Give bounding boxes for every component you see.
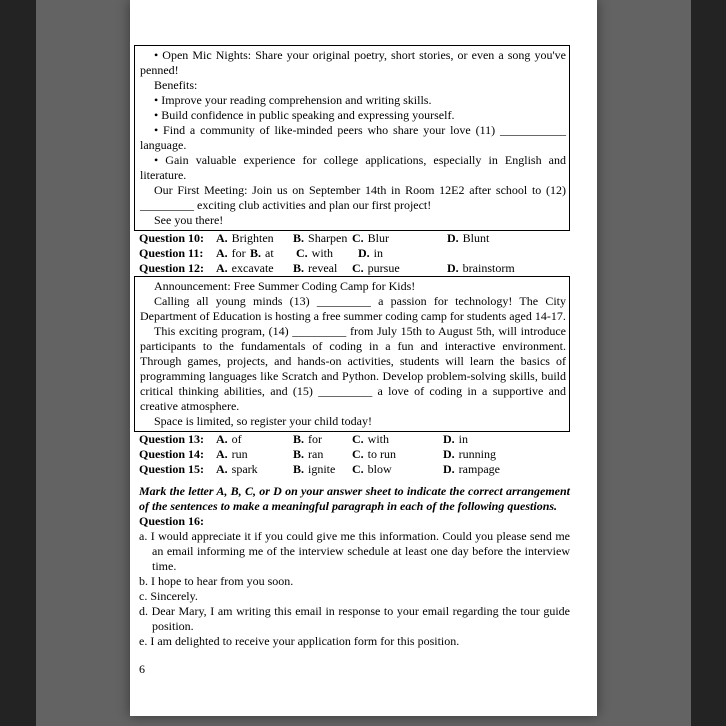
option-c [352,231,447,246]
reading-passage-coding-camp [134,276,570,432]
option-letter: D. [443,432,455,446]
section-instruction: Mark the letter A, B, C, or D on your answer sheet to indicate the correct arrangement of the sentences to make a meaningful paragraph in each of the following questions. [139,484,570,513]
passage-line: Space is limited, so register your child today! [154,414,372,428]
sentence-option-b: b. I hope to hear from you soon. [139,574,294,588]
option-text: pursue [367,261,400,275]
option-letter: D. [358,246,370,260]
option-letter: A. [216,447,228,461]
question-row-15 [139,462,570,477]
option-text: Sharpen [308,231,348,245]
option-letter: A. [216,231,228,245]
option-c [352,432,443,447]
question-number: Question 13: [139,432,205,446]
option-text: in [458,432,469,446]
option-text: to run [367,447,397,461]
option-text: ignite [308,462,336,476]
option-text: blow [367,462,392,476]
option-text: of [231,432,242,446]
page-number: 6 [139,662,145,676]
option-text: Blunt [462,231,490,245]
option-text: run [231,447,248,461]
passage-line: Our First Meeting: Join us on September 14th in Room 12E2 after school to (12) _________ exciting club activities and plan our first project! [140,183,566,212]
option-text: reveal [308,261,338,275]
option-letter: D. [443,462,455,476]
question-row-13 [139,432,570,447]
option-text: brainstorm [462,261,515,275]
question-row-11 [139,246,570,261]
option-d [447,261,570,276]
passage-line: • Open Mic Nights: Share your original poetry, short stories, or even a song you've penned! [140,48,566,77]
sentence-option-a: a. I would appreciate it if you could give me this information. Could you please send me an email informing me of the interview schedule at least one day before the interview time. [139,529,570,573]
option-a [216,432,293,447]
option-letter: B. [293,231,305,245]
question-row-12 [139,261,570,276]
passage-paragraph: This exciting program, (14) _________ from July 15th to August 5th, will introduce participants to the fundamentals of coding in a fun and interactive environment. Through games, projects, and hands-on activities, students will learn the basics of programming languages like Scratch and Python. Develop problem-solving skills, build critical thinking abilities, and (15) _________ a love of coding in a supportive and creative atmosphere. [140,324,566,413]
question-row-14 [139,447,570,462]
option-letter: C. [352,462,364,476]
option-d [443,432,570,447]
option-letter: A. [216,462,228,476]
question-row-10 [139,231,570,246]
questions-13-15 [139,432,570,477]
option-text: for [231,246,246,260]
option-text: spark [231,462,258,476]
option-letter: D. [443,447,455,461]
question-16-label: Question 16: [139,514,205,528]
question-number: Question 10: [139,231,205,245]
sentence-option-c: c. Sincerely. [139,589,198,603]
option-b [293,231,352,246]
viewer-left-edge [0,0,36,726]
passage-line: Announcement: Free Summer Coding Camp for Kids! [154,279,416,293]
option-b [293,432,352,447]
option-text: in [373,246,384,260]
passage-line: • Improve your reading comprehension and writing skills. [154,93,432,107]
question-number: Question 14: [139,447,205,461]
option-d [443,462,570,477]
document-page [130,0,597,716]
option-text: rampage [458,462,500,476]
option-b [293,261,352,276]
option-text: running [458,447,497,461]
option-d [443,447,570,462]
passage-line: • Gain valuable experience for college applications, especially in English and literature. [140,153,566,182]
option-text: Brighten [231,231,274,245]
option-a [216,231,293,246]
option-letter: B. [293,432,305,446]
option-letter: C. [352,261,364,275]
option-c [296,246,358,261]
option-a [216,447,293,462]
option-c [352,261,447,276]
option-d [447,231,570,246]
option-a [216,246,250,261]
option-text: Blur [367,231,390,245]
viewer-right-edge [691,0,726,726]
option-d [358,246,570,261]
question-number: Question 15: [139,462,205,476]
option-letter: B. [293,261,305,275]
questions-10-12 [139,231,570,276]
reading-passage-open-mic [134,45,570,231]
passage-paragraph: Calling all young minds (13) _________ a passion for technology! The City Department of Education is hosting a free summer coding camp for students aged 14-17. [140,294,566,323]
option-text: with [367,432,390,446]
option-b [293,447,352,462]
passage-line: See you there! [154,213,224,227]
option-letter: A. [216,261,228,275]
question-number: Question 11: [139,246,204,260]
passage-line: Benefits: [154,78,198,92]
option-text: at [265,246,274,260]
option-a [216,462,293,477]
option-a [216,261,293,276]
option-text: ran [308,447,324,461]
option-text: with [311,246,334,260]
option-letter: B. [250,246,262,260]
question-number: Question 12: [139,261,205,275]
option-b [250,246,296,261]
page-content [130,0,597,677]
option-letter: C. [352,432,364,446]
option-letter: D. [447,261,459,275]
option-c [352,462,443,477]
option-c [352,447,443,462]
option-letter: B. [293,462,305,476]
option-letter: A. [216,432,228,446]
option-letter: C. [352,447,364,461]
option-letter: B. [293,447,305,461]
sentence-option-e: e. I am delighted to receive your application form for this position. [139,634,460,648]
option-letter: A. [216,246,228,260]
document-canvas [36,0,691,726]
sentence-option-d: d. Dear Mary, I am writing this email in response to your email regarding the tour guide position. [139,604,570,633]
option-letter: C. [352,231,364,245]
passage-line: • Find a community of like-minded peers who share your love (11) ___________ language. [140,123,566,152]
passage-line: • Build confidence in public speaking and expressing yourself. [154,108,455,122]
option-text: excavate [231,261,274,275]
option-letter: C. [296,246,308,260]
option-letter: D. [447,231,459,245]
option-text: for [308,432,323,446]
option-b [293,462,352,477]
